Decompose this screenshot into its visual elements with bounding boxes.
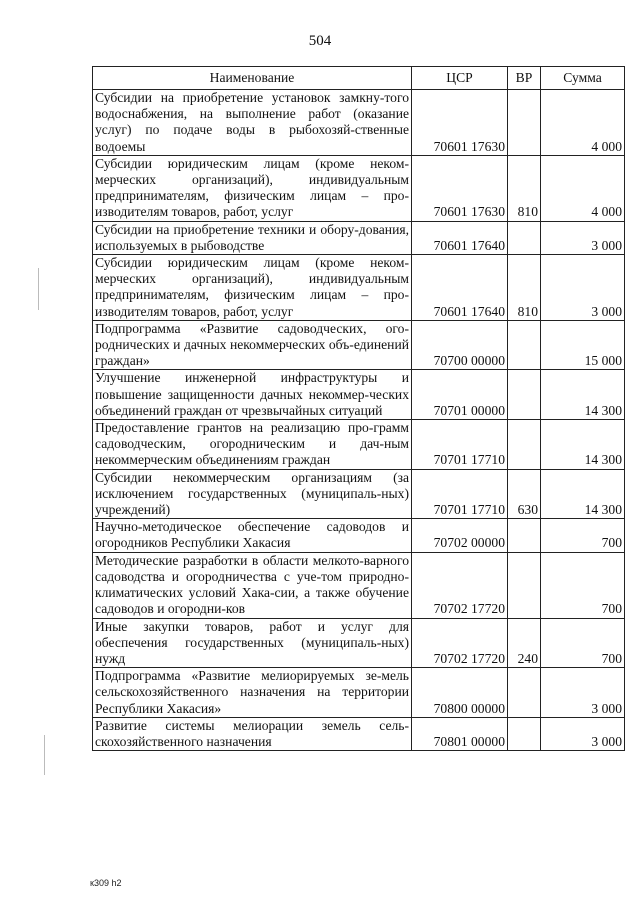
row-csr: 70601 17640 <box>412 255 508 321</box>
table-row <box>93 618 625 668</box>
table-row <box>93 717 625 750</box>
table-row <box>93 469 625 519</box>
row-vr <box>508 717 541 750</box>
row-vr <box>508 668 541 718</box>
row-sum: 14 300 <box>541 469 625 519</box>
row-sum: 14 300 <box>541 370 625 420</box>
row-vr <box>508 552 541 618</box>
row-sum: 700 <box>541 618 625 668</box>
row-name: Развитие системы мелиорации земель сель-скохозяйственного назначения <box>93 717 412 750</box>
row-vr: 240 <box>508 618 541 668</box>
header-name: Наименование <box>93 67 412 90</box>
row-name: Субсидии на приобретение установок замкну-того водоснабжения, на выполнение работ (оказание услуг) по подаче воды в рыбохозяй-ственные водоемы <box>93 90 412 156</box>
table-row <box>93 668 625 718</box>
row-vr <box>508 320 541 370</box>
row-sum: 15 000 <box>541 320 625 370</box>
row-name: Иные закупки товаров, работ и услуг для обеспечения государственных (муниципаль-ных) нужд <box>93 618 412 668</box>
page-number: 504 <box>308 33 332 49</box>
table-row <box>93 519 625 552</box>
table-row <box>93 90 625 156</box>
row-sum: 700 <box>541 519 625 552</box>
row-csr: 70601 17630 <box>412 155 508 221</box>
row-csr: 70702 17720 <box>412 618 508 668</box>
row-name: Научно-методическое обеспечение садоводов и огородников Республики Хакасия <box>93 519 412 552</box>
row-sum: 14 300 <box>541 420 625 470</box>
row-vr <box>508 90 541 156</box>
table-row <box>93 370 625 420</box>
row-vr <box>508 221 541 254</box>
budget-table <box>92 66 625 751</box>
row-vr <box>508 420 541 470</box>
row-sum: 3 000 <box>541 221 625 254</box>
row-name: Субсидии юридическим лицам (кроме неком-мерческих организаций), индивидуальным предпринимателям, физическим лицам – про-изводителям товаров, работ, услуг <box>93 155 412 221</box>
table-row <box>93 552 625 618</box>
row-csr: 70701 17710 <box>412 469 508 519</box>
header-sum: Сумма <box>541 67 625 90</box>
row-vr: 630 <box>508 469 541 519</box>
row-name: Субсидии некоммерческим организациям (за исключением государственных (муниципаль-ных) учреждений) <box>93 469 412 519</box>
row-name: Подпрограмма «Развитие мелиорируемых зе-мель сельскохозяйственного назначения на территории Республики Хакасия» <box>93 668 412 718</box>
row-name: Методические разработки в области мелкото-варного садоводства и огородничества с уче-том природно-климатических условий Хака-сии, а также обучение садоводов и огородни-ков <box>93 552 412 618</box>
row-name: Предоставление грантов на реализацию про-грамм садоводческим, огородническим и дач-ным некоммерческим объединениям граждан <box>93 420 412 470</box>
left-margin-mark <box>44 735 45 775</box>
row-csr: 70702 17720 <box>412 552 508 618</box>
row-sum: 3 000 <box>541 717 625 750</box>
row-name: Субсидии юридическим лицам (кроме неком-мерческих организаций), индивидуальным предпринимателям, физическим лицам – про-изводителям товаров, работ, услуг <box>93 255 412 321</box>
row-name: Улучшение инженерной инфраструктуры и повышение защищенности дачных некоммер-ческих объединений граждан от чрезвычайных ситуаций <box>93 370 412 420</box>
row-vr: 810 <box>508 155 541 221</box>
footer-code: к309 h2 <box>90 878 122 888</box>
row-csr: 70701 00000 <box>412 370 508 420</box>
row-vr: 810 <box>508 255 541 321</box>
row-csr: 70601 17630 <box>412 90 508 156</box>
row-sum: 3 000 <box>541 255 625 321</box>
header-vr: ВР <box>508 67 541 90</box>
row-sum: 3 000 <box>541 668 625 718</box>
table-row <box>93 221 625 254</box>
table-header-row <box>93 67 625 90</box>
row-csr: 70700 00000 <box>412 320 508 370</box>
row-sum: 4 000 <box>541 90 625 156</box>
row-csr: 70801 00000 <box>412 717 508 750</box>
row-vr <box>508 519 541 552</box>
row-name: Субсидии на приобретение техники и обору-дования, используемых в рыбоводстве <box>93 221 412 254</box>
row-sum: 700 <box>541 552 625 618</box>
header-csr: ЦСР <box>412 67 508 90</box>
row-sum: 4 000 <box>541 155 625 221</box>
row-csr: 70702 00000 <box>412 519 508 552</box>
table-row <box>93 255 625 321</box>
row-csr: 70601 17640 <box>412 221 508 254</box>
table-row <box>93 155 625 221</box>
left-margin-mark <box>38 268 39 310</box>
row-name: Подпрограмма «Развитие садоводческих, ого-роднических и дачных некоммерческих объ-единений граждан» <box>93 320 412 370</box>
table-row <box>93 320 625 370</box>
table-row <box>93 420 625 470</box>
row-csr: 70701 17710 <box>412 420 508 470</box>
row-vr <box>508 370 541 420</box>
row-csr: 70800 00000 <box>412 668 508 718</box>
